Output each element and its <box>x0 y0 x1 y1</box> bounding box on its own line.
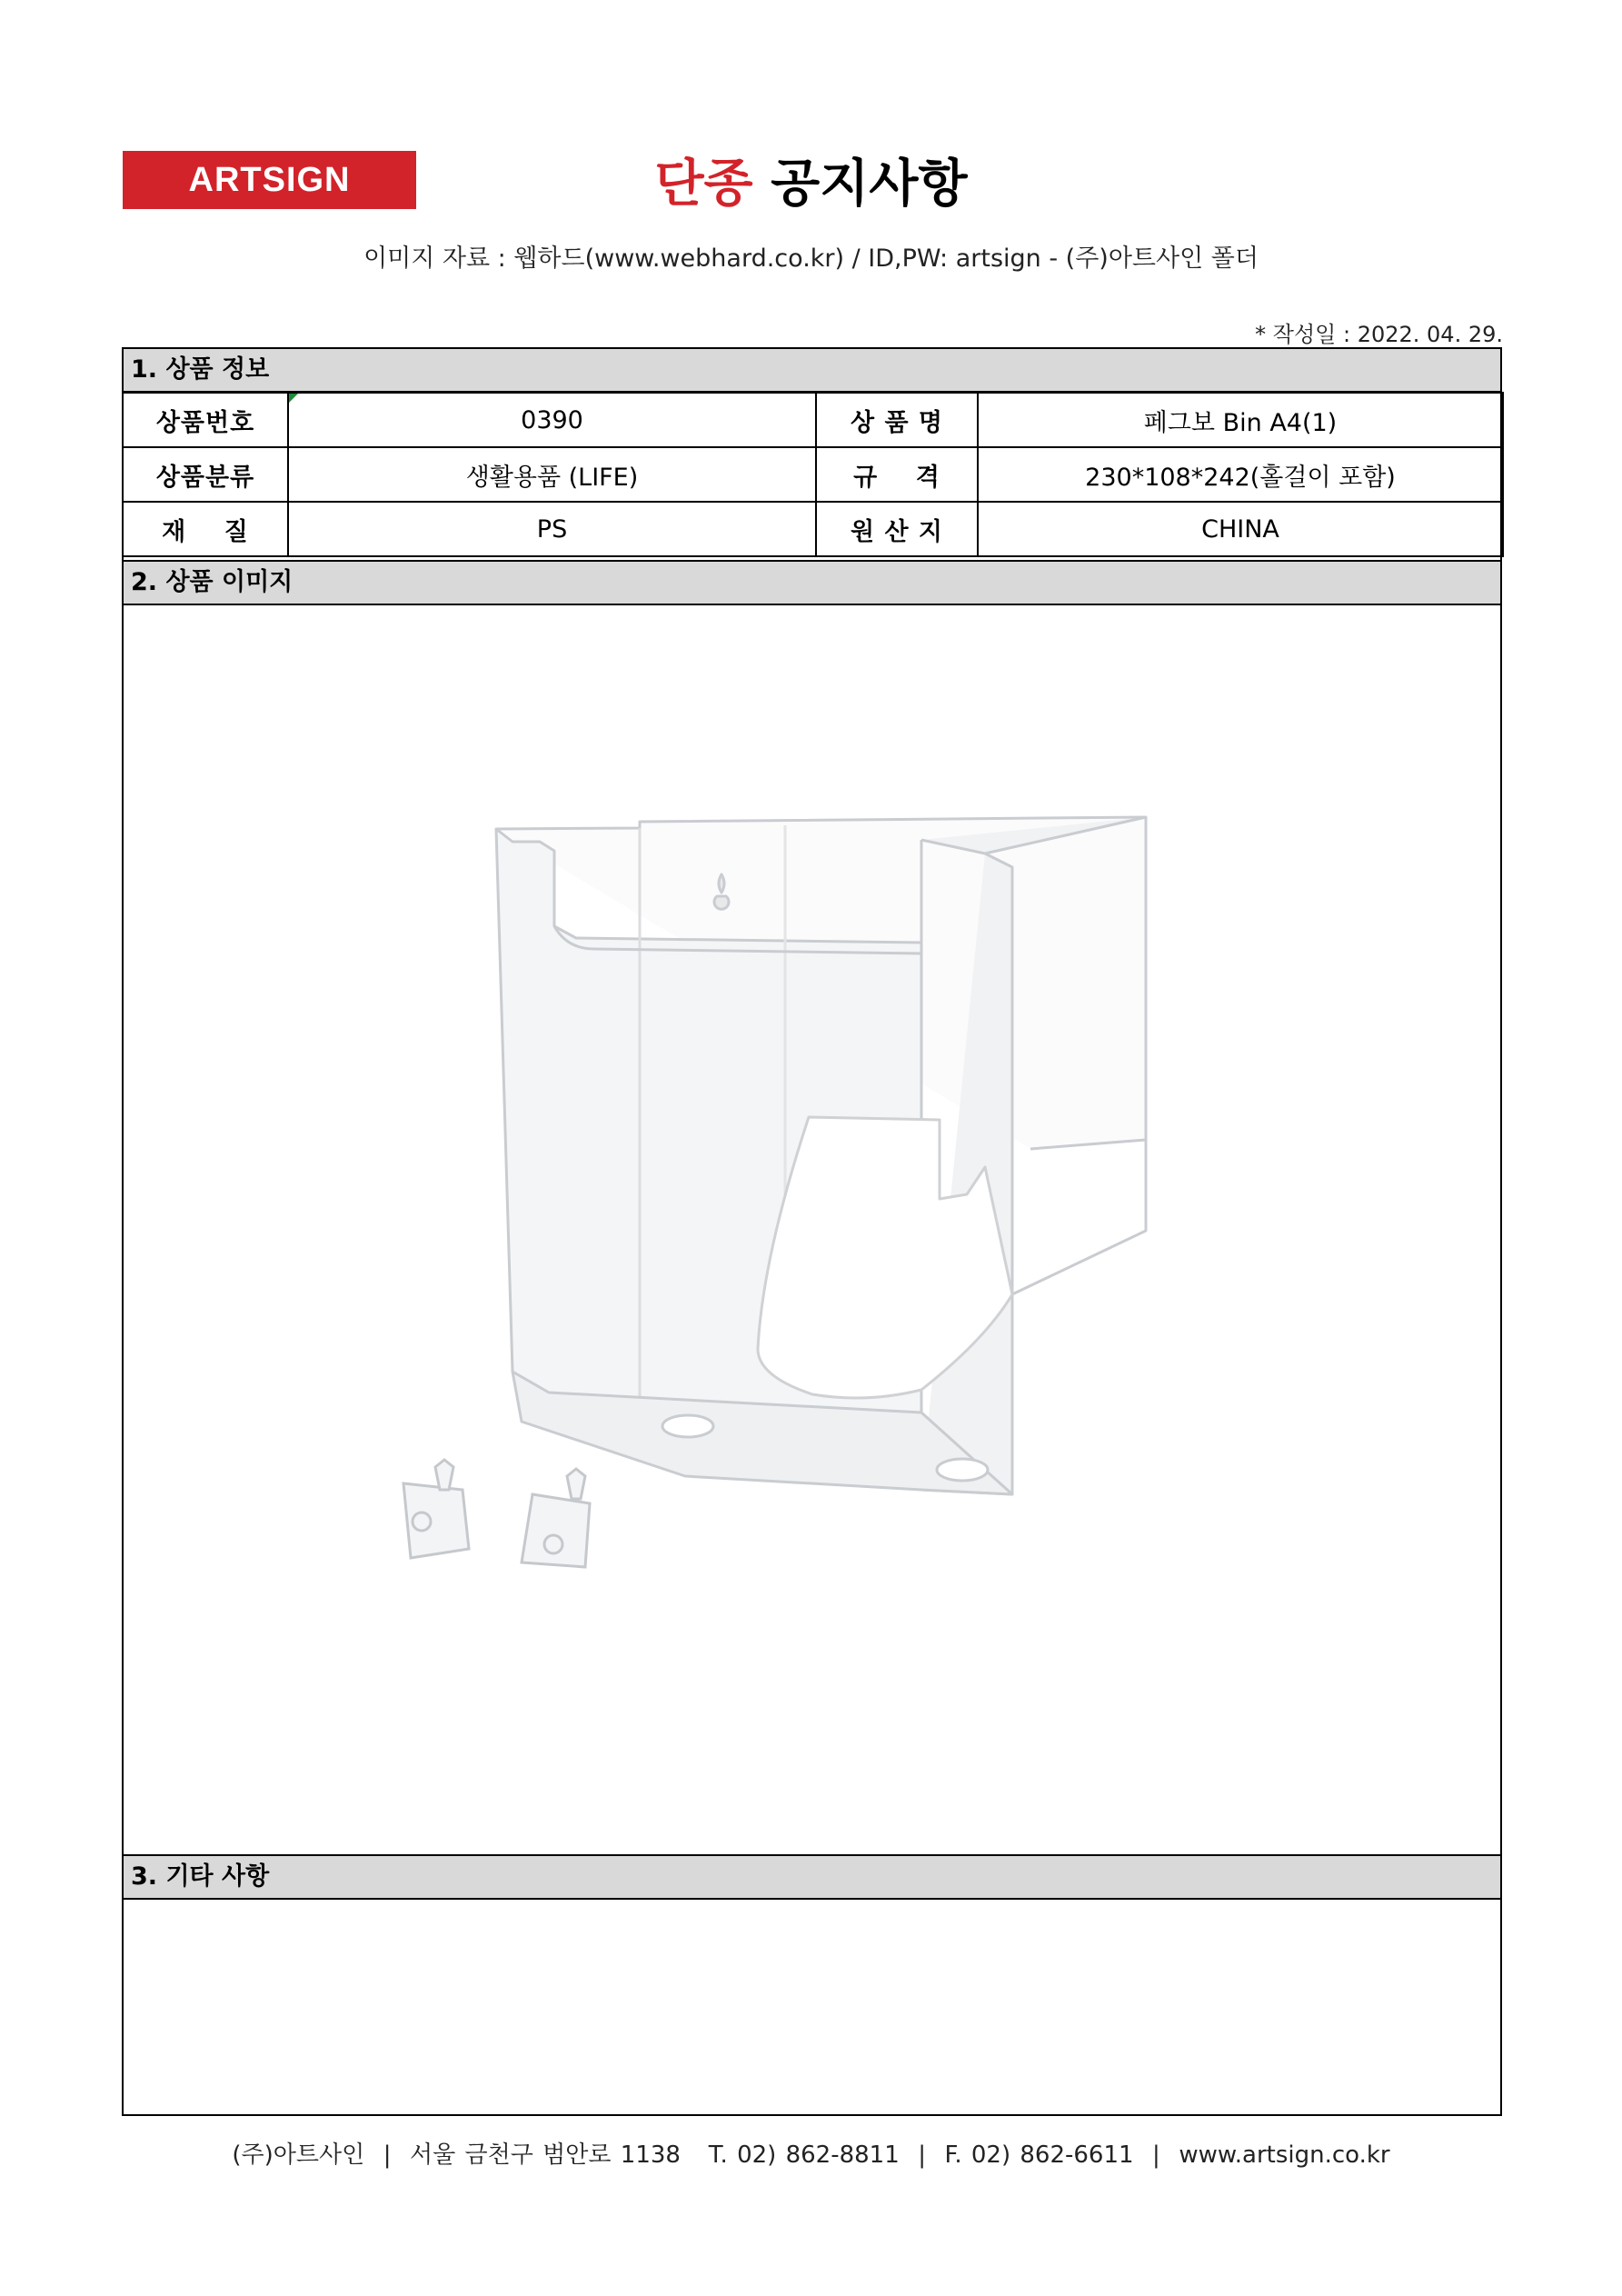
title-discontinued: 단종 <box>654 155 753 214</box>
label-product-number: 상품번호 <box>123 393 288 447</box>
value-category: 생활용품 (LIFE) <box>288 447 816 502</box>
value-size: 230*108*242(홀걸이 포함) <box>978 447 1503 502</box>
section-product-info-header: 1. 상품 정보 <box>122 347 1502 393</box>
logo-text: ARTSIGN <box>188 160 351 199</box>
table-row <box>123 393 1503 447</box>
label-product-name: 상 품 명 <box>816 393 978 447</box>
product-info-table <box>122 392 1504 557</box>
value-product-name: 페그보 Bin A4(1) <box>978 393 1503 447</box>
table-row <box>123 502 1503 556</box>
product-number-text: 0390 <box>521 405 583 434</box>
product-image <box>122 604 1502 1843</box>
written-date: * 작성일 : 2022. 04. 29. <box>1255 322 1503 347</box>
title-notice: 공지사항 <box>771 155 968 214</box>
section-product-image-header: 2. 상품 이미지 <box>122 560 1502 605</box>
value-origin: CHINA <box>978 502 1503 556</box>
acrylic-bin-illustration <box>122 604 1502 1843</box>
label-size: 규 격 <box>816 447 978 502</box>
value-product-number <box>288 393 816 447</box>
company-footer: (주)아트사인 | 서울 금천구 범안로 1138 T. 02) 862-8811 | F. 02) 862-6611 | www.artsign.co.kr <box>232 2141 1390 2169</box>
label-category: 상품분류 <box>123 447 288 502</box>
table-row <box>123 447 1503 502</box>
section-etc-header: 3. 기타 사항 <box>122 1854 1502 1900</box>
label-material: 재 질 <box>123 502 288 556</box>
label-origin: 원 산 지 <box>816 502 978 556</box>
value-material: PS <box>288 502 816 556</box>
image-source-note: 이미지 자료 : 웹하드(www.webhard.co.kr) / ID,PW: artsign - (주)아트사인 폴더 <box>363 245 1259 273</box>
page-title <box>0 144 1622 216</box>
cell-marker <box>289 394 298 403</box>
